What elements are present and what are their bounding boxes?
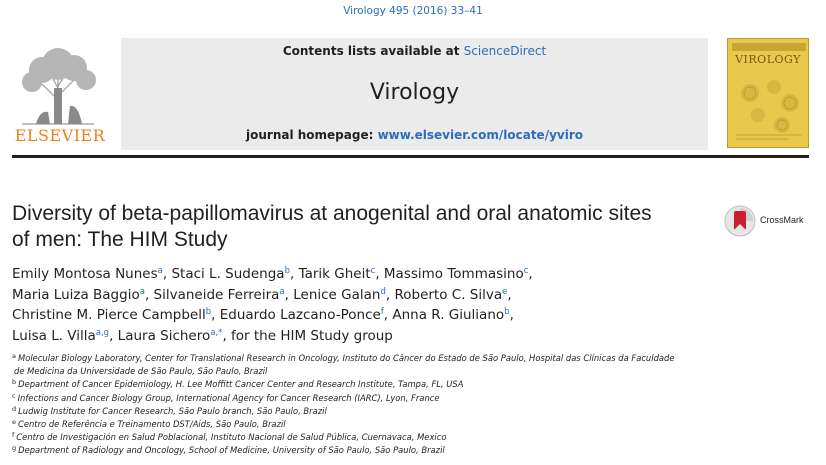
author-name[interactable]: Roberto C. Silva [394, 286, 503, 303]
affiliation-label: b [12, 378, 17, 387]
author-name[interactable]: Christine M. Pierce Campbell [12, 307, 206, 323]
affiliation-ref[interactable]: e [502, 286, 508, 297]
article-title-line-1: Diversity of beta-papillomavirus at anogenital and oral anatomic sites [12, 202, 652, 225]
affiliation-item [12, 431, 732, 444]
affiliation-text: Molecular Biology Laboratory, Center for Translational Research in Oncology, Instituto do Câncer do Estado de São Paulo, Hospital das Clínicas da Faculdade [17, 353, 675, 363]
elsevier-wordmark[interactable]: ELSEVIER [14, 126, 106, 145]
author-separator: , [109, 327, 118, 344]
author-name[interactable]: Maria Luiza Baggio [12, 286, 140, 303]
author-name[interactable]: Laura Sichero [117, 327, 211, 344]
affiliation-item [12, 365, 732, 378]
author-separator: , [162, 266, 172, 282]
journal-citation[interactable]: Virology 495 (2016) 33–41 [343, 5, 483, 17]
author-separator: , [383, 307, 393, 323]
affiliation-ref[interactable]: b [504, 307, 510, 317]
affiliation-item [12, 444, 732, 457]
cover-title: VIROLOGY [735, 53, 801, 66]
header-divider [12, 155, 809, 158]
author-group: , for the HIM Study group [222, 327, 393, 344]
author-name[interactable]: Massimo Tommasino [383, 266, 524, 282]
affiliation-label: f [12, 431, 15, 440]
affiliation-ref[interactable]: c [370, 266, 376, 276]
author-separator: , [375, 266, 384, 282]
affiliation-ref[interactable]: a,* [210, 327, 223, 338]
affiliation-list [12, 352, 732, 458]
author-name[interactable]: Luisa L. Villa [12, 327, 96, 344]
affiliation-ref[interactable]: b [205, 307, 212, 317]
journal-homepage-link[interactable]: www.elsevier.com/locate/yviro [377, 128, 583, 142]
affiliation-item [12, 405, 732, 418]
author-line [12, 264, 712, 285]
affiliation-ref[interactable]: a [279, 286, 285, 297]
author-separator: , [284, 286, 294, 303]
author-name[interactable]: Anna R. Giuliano [392, 307, 505, 323]
author-separator: , [144, 286, 154, 303]
affiliation-ref[interactable]: f [380, 307, 384, 317]
affiliation-item [12, 392, 732, 405]
author-separator: , [509, 307, 514, 323]
author-name[interactable]: Emily Montosa Nunes [12, 266, 158, 282]
affiliation-text: Infections and Cancer Biology Group, International Agency for Cancer Research (IARC), Lyon, France [17, 392, 440, 403]
affiliation-label: g [12, 444, 17, 453]
affiliation-item [12, 418, 732, 431]
affiliation-text: Department of Radiology and Oncology, School of Medicine, University of São Paulo, São Paulo, Brazil [18, 445, 445, 456]
affiliation-ref[interactable]: c [523, 266, 529, 276]
author-separator: , [507, 286, 512, 303]
affiliation-ref[interactable]: a,g [95, 327, 110, 338]
author-line [12, 305, 712, 326]
article-title-line-2: of men: The HIM Study [12, 228, 228, 251]
author-name[interactable]: Eduardo Lazcano-Ponce [219, 307, 381, 323]
journal-title: Virology [369, 80, 460, 105]
affiliation-ref[interactable]: b [284, 266, 290, 276]
affiliation-text: Centro de Investigación en Salud Poblacional, Instituto Nacional de Salud Pública, Cuernavaca, Mexico [16, 432, 447, 443]
affiliation-text: Department of Cancer Epidemiology, H. Lee Moffitt Cancer Center and Research Institute, Tampa, FL, USA [18, 379, 464, 390]
journal-masthead [121, 38, 708, 150]
affiliation-text: Ludwig Institute for Cancer Research, São Paulo branch, São Paulo, Brazil [18, 405, 327, 416]
author-line [12, 285, 712, 306]
affiliation-item [12, 352, 732, 365]
contents-prefix: Contents lists available at [282, 44, 464, 58]
article-title [12, 201, 712, 253]
author-separator: , [289, 266, 299, 282]
homepage-prefix: journal homepage: [246, 128, 378, 142]
affiliation-label: a [12, 352, 16, 360]
author-name[interactable]: Lenice Galan [293, 286, 381, 303]
affiliation-label: d [12, 404, 17, 413]
author-separator: , [211, 307, 220, 323]
affiliation-ref[interactable]: a [157, 266, 163, 276]
sciencedirect-link[interactable]: ScienceDirect [463, 44, 547, 58]
author-line [12, 326, 712, 347]
author-name[interactable]: Silvaneide Ferreira [153, 286, 280, 303]
contents-line [121, 44, 708, 58]
affiliation-label: c [12, 391, 16, 400]
affiliation-text: de Medicina da Universidade de São Paulo, São Paulo, Brazil [14, 366, 268, 377]
crossmark-label: CrossMark [760, 215, 804, 225]
author-separator: , [385, 286, 395, 303]
affiliation-label: e [12, 418, 16, 427]
homepage-line [121, 128, 708, 142]
journal-cover-image[interactable] [727, 38, 809, 148]
crossmark-badge[interactable] [724, 204, 814, 238]
author-name[interactable]: Staci L. Sudenga [171, 266, 285, 282]
affiliation-item [12, 378, 732, 391]
affiliation-ref[interactable]: a [139, 286, 145, 297]
crossmark-icon [724, 204, 758, 238]
author-separator: , [528, 266, 533, 282]
author-name[interactable]: Tarik Gheit [298, 266, 371, 282]
affiliation-ref[interactable]: d [380, 286, 386, 297]
author-list [12, 264, 712, 346]
affiliation-text: Centro de Referência e Treinamento DST/Aids, São Paulo, Brazil [18, 419, 286, 430]
